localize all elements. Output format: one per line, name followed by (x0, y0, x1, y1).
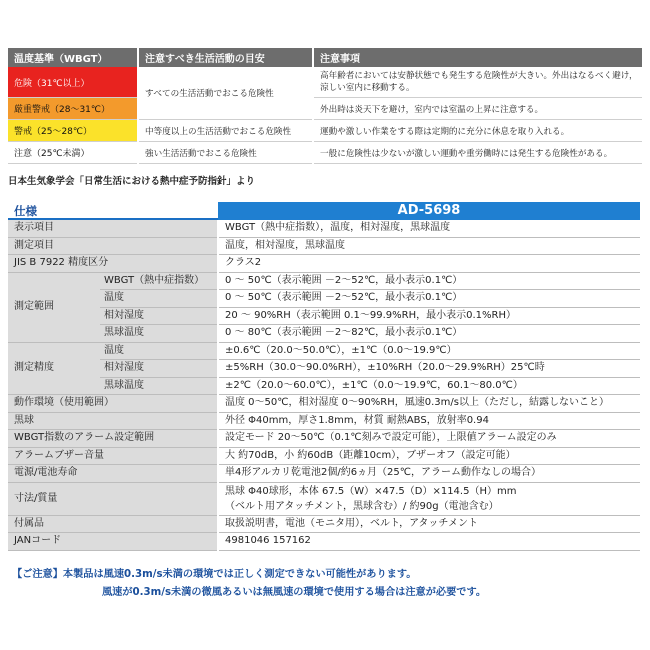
spec-row (8, 220, 640, 237)
spec-value: 温度，相対湿度，黒球温度 (218, 237, 640, 255)
spec-label: 黒球 (8, 412, 218, 430)
spec-row (8, 307, 640, 325)
spec-value-multiline (218, 482, 640, 515)
activity-all: すべての生活活動でおこる危険性 (138, 67, 313, 120)
spec-row (8, 325, 640, 343)
spec-sub-label: 黒球温度 (100, 325, 218, 343)
model-name: AD-5698 (218, 202, 640, 220)
spec-row (8, 377, 640, 395)
spec-row (8, 447, 640, 465)
spec-value: 取扱説明書，電池（モニタ用），ベルト，アタッチメント (218, 515, 640, 533)
spec-label: 測定項目 (8, 237, 218, 255)
spec-row (8, 465, 640, 483)
spec-label: 電源/電池寿命 (8, 465, 218, 483)
spec-row (8, 360, 640, 378)
spec-value: ±5%RH（30.0～90.0%RH），±10%RH（20.0～29.9%RH）25℃時 (218, 360, 640, 378)
spec-row (8, 342, 640, 360)
guideline-header-activity: 注意すべき生活活動の目安 (138, 48, 313, 67)
spec-label: アラームブザー音量 (8, 447, 218, 465)
spec-label: JIS B 7922 精度区分 (8, 255, 218, 273)
activity-moderate: 中等度以上の生活活動でおこる危険性 (138, 120, 313, 142)
wbgt-guideline-table (8, 48, 642, 164)
spec-row (8, 272, 640, 290)
spec-row (8, 533, 640, 551)
level-strict: 厳重警戒（28～31℃） (8, 98, 138, 120)
spec-row (8, 290, 640, 308)
spec-sub-label: WBGT（熱中症指数） (100, 272, 218, 290)
note-strict: 外出時は炎天下を避け，室内では室温の上昇に注意する。 (313, 98, 642, 120)
spec-value: ±2℃（20.0～60.0℃），±1℃（0.0～19.9℃，60.1～80.0℃） (218, 377, 640, 395)
spec-value: 大 約70dB，小 約60dB（距離10cm），ブザーオフ（設定可能） (218, 447, 640, 465)
level-caution: 注意（25℃未満） (8, 142, 138, 164)
level-warn: 警戒（25～28℃） (8, 120, 138, 142)
spec-value-line1: 黒球 Φ40球形，本体 67.5（W）×47.5（D）×114.5（H）mm (225, 485, 517, 497)
note-danger: 高年齢者においては安静状態でも発生する危険性が大きい。外出はなるべく避け，涼しい室内に移動する。 (313, 67, 642, 98)
note-warn: 運動や激しい作業をする際は定期的に充分に休息を取り入れる。 (313, 120, 642, 142)
spec-sub-label: 温度 (100, 342, 218, 360)
spec-row (8, 412, 640, 430)
spec-label: 付属品 (8, 515, 218, 533)
note-caution: 一般に危険性は少ないが激しい運動や重労働時には発生する危険性がある。 (313, 142, 642, 164)
spec-value: 0 ～ 80℃（表示範囲 －2～82℃，最小表示0.1℃） (218, 325, 640, 343)
spec-label: JANコード (8, 533, 218, 551)
spec-value: 20 ～ 90%RH（表示範囲 0.1～99.9%RH，最小表示0.1%RH） (218, 307, 640, 325)
spec-row (8, 255, 640, 273)
spec-row (8, 237, 640, 255)
caution-line-1: 【ご注意】本製品は風速0.3m/s未満の環境では正しく測定できない可能性があります。 (12, 569, 417, 580)
guideline-header-row (8, 48, 642, 67)
activity-strong: 強い生活活動でおこる危険性 (138, 142, 313, 164)
spec-label: 寸法/質量 (8, 482, 218, 515)
guideline-header-note: 注意事項 (313, 48, 642, 67)
spec-sub-label: 温度 (100, 290, 218, 308)
spec-value: 温度 0～50℃，相対湿度 0～90%RH，風速0.3m/s以上（ただし，結露しないこと） (218, 395, 640, 413)
spec-row (8, 515, 640, 533)
guideline-source: 日本生気象学会「日常生活における熱中症予防指針」より (8, 176, 256, 187)
caution-note (12, 566, 486, 602)
spec-table (8, 220, 640, 551)
spec-row (8, 482, 640, 515)
spec-title: 仕様 (8, 202, 218, 220)
spec-label: 動作環境（使用範囲） (8, 395, 218, 413)
level-danger: 危険（31℃以上） (8, 67, 138, 98)
spec-value: WBGT（熱中症指数），温度，相対湿度，黒球温度 (218, 220, 640, 237)
spec-value: クラス2 (218, 255, 640, 273)
caution-line-2: 風速が0.3m/s未満の微風あるいは無風速の環境で使用する場合は注意が必要です。 (102, 587, 487, 598)
spec-value: 外径 Φ40mm，厚さ1.8mm，材質 耐熱ABS，放射率0.94 (218, 412, 640, 430)
guideline-row (8, 120, 642, 142)
spec-value: 0 ～ 50℃（表示範囲 －2～52℃，最小表示0.1℃） (218, 272, 640, 290)
spec-value-line2: （ベルト用アタッチメント，黒球含む）/ 約90g（電池含む） (225, 500, 499, 512)
spec-group-label: 測定範囲 (8, 272, 100, 342)
spec-row (8, 430, 640, 448)
spec-group-label: 測定精度 (8, 342, 100, 395)
guideline-row (8, 142, 642, 164)
spec-value: 単4形アルカリ乾電池2個/約6ヵ月（25℃，アラーム動作なしの場合） (218, 465, 640, 483)
spec-value: 4981046 157162 (218, 533, 640, 551)
spec-sub-label: 相対湿度 (100, 307, 218, 325)
spec-value: ±0.6℃（20.0～50.0℃），±1℃（0.0～19.9℃） (218, 342, 640, 360)
spec-value: 0 ～ 50℃（表示範囲 －2～52℃，最小表示0.1℃） (218, 290, 640, 308)
spec-label: 表示項目 (8, 220, 218, 237)
guideline-header-level: 温度基準（WBGT） (8, 48, 138, 67)
spec-header (8, 202, 640, 220)
guideline-row (8, 67, 642, 98)
spec-sub-label: 相対湿度 (100, 360, 218, 378)
spec-row (8, 395, 640, 413)
spec-label: WBGT指数のアラーム設定範囲 (8, 430, 218, 448)
spec-sub-label: 黒球温度 (100, 377, 218, 395)
guideline-row (8, 98, 642, 120)
spec-value: 設定モード 20～50℃（0.1℃刻みで設定可能），上限値アラーム設定のみ (218, 430, 640, 448)
